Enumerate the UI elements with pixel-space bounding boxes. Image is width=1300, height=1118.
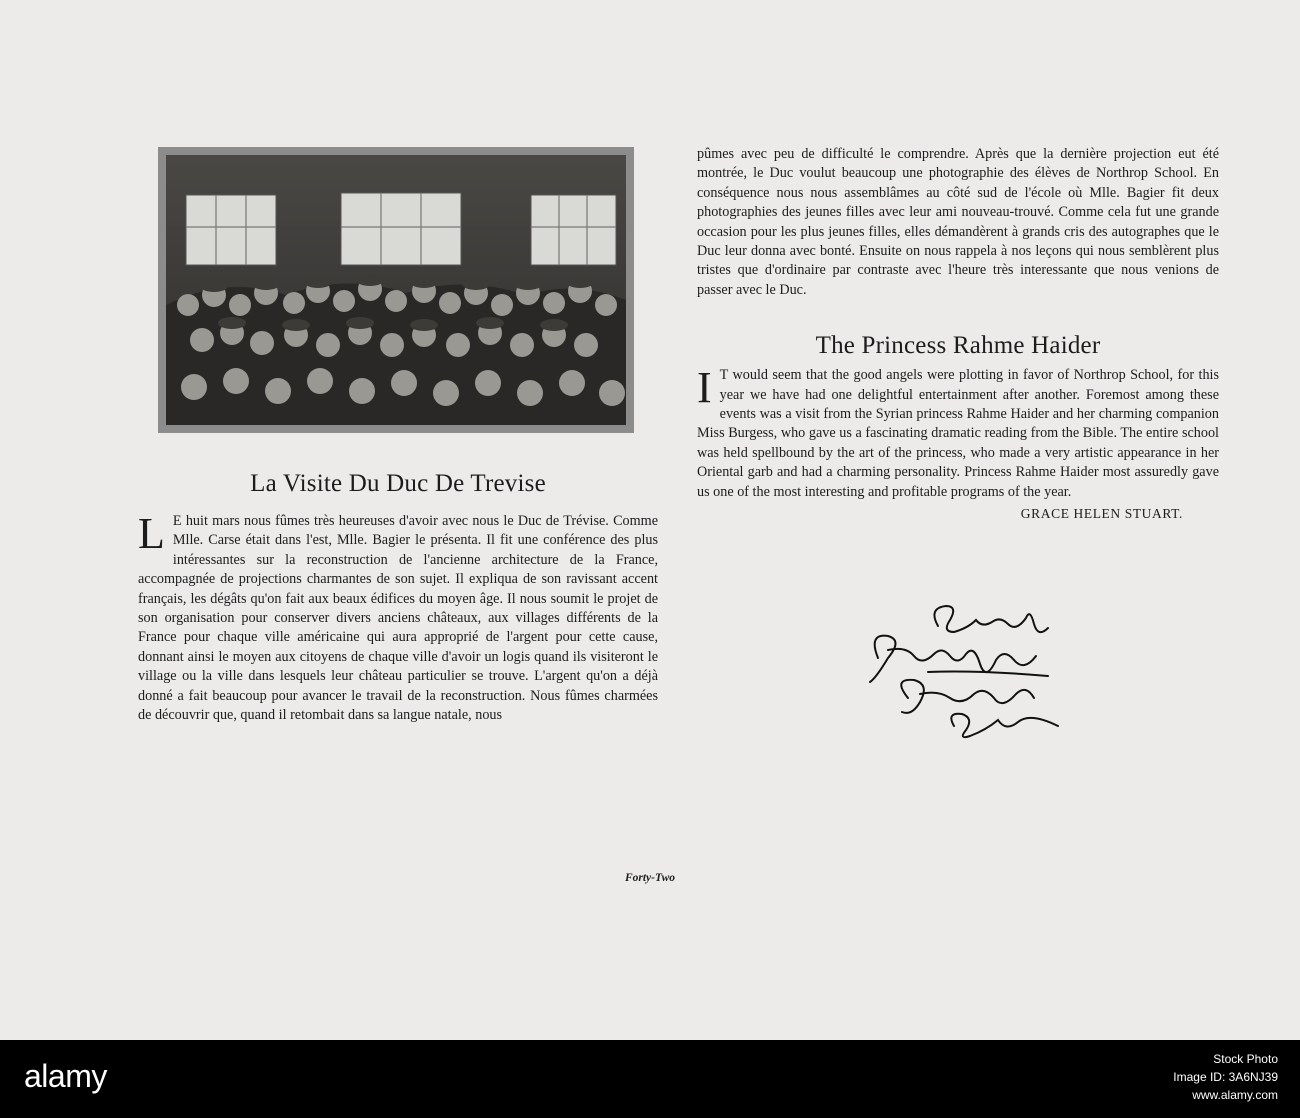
- article-title-duc: La Visite Du Duc De Trevise: [250, 470, 546, 497]
- image-info: [1173, 1050, 1278, 1104]
- page-number: Forty-Two: [624, 872, 676, 884]
- site-url: www.alamy.com: [1192, 1088, 1278, 1102]
- article-body-princess: [697, 363, 1219, 502]
- signature-image: [858, 598, 1068, 748]
- watermark-footer: [0, 1040, 1300, 1118]
- stock-photo-label: Stock Photo: [1213, 1052, 1278, 1066]
- article-text-duc: E huit mars nous fûmes très heureuses d'avoir avec nous le Duc de Trévise. Comme Mlle. Carse était dans l'est, Mlle. Bagier le présenta. Il fit une conférence des plus intéressantes sur la reconstruction de l'ancienne architecture de la France, accompagnée de projections charmantes de son sujet. Il expliqua de son ravissant accent français, les dégâts qu'on fait aux beaux édifices du moyen âge. Il nous soumit le projet de son organisation pour conserver divers anciens châteaux, aux villages différents de la France pour chaque ville américaine qui aura approprié de l'argent pour cette cause, donnant ainsi le moyen aux citoyens de chaque ville d'avoir un logis quand ils visiteront le village ou la ville dans lesquels leur château particulier se trouve. L'argent qu'on a déjà donné a fait beaucoup pour avancer le travail de la reconstruction. Nous fûmes charmées de découvrir que, quand il retombait dans sa langue natale, nous: [138, 513, 658, 724]
- article-author: GRACE HELEN STUART.: [1020, 506, 1183, 522]
- article-text-princess: T would seem that the good angels were plotting in favor of Northrop School, for this year we have had one delightful entertainment after another. Foremost among these events was a visit from the Syrian princess Rahme Haider and her charming companion Miss Burgess, who gave us a fascinating dramatic reading from the Bible. The entire school was held spellbound by the art of the princess, who made a very artistic appearance in her Oriental garb and had a charming personality. Princess Rahme Haider most assuredly gave us one of the most interesting and profitable programs of the year.: [697, 367, 1219, 500]
- article-body-duc: [138, 509, 658, 725]
- article-continuation-duc: pûmes avec peu de difficulté le comprendre. Après que la dernière projection eut été montrée, le Duc voulut beaucoup une photographie des élèves de Northrop School. En conséquence nous nous assemblâmes au côté sud de l'école où Mlle. Bagier fit deux photographies des jeunes filles avec leur ami nouveau-trouvé. Comme cela fut une grande occasion pour les plus jeunes filles, elles démandèrent à grands cris des autographes que le Duc leur donna avec bonté. Ensuite on nous rappela à nos leçons qui nous semblèrent plus tristes que d'ordinaire par contraste avec l'heure très interessante que nous venions de passer avec le Duc.: [697, 146, 1219, 298]
- group-photo-icon: [166, 155, 626, 425]
- left-column: [138, 470, 658, 725]
- dropcap-i: I: [697, 363, 712, 413]
- right-column: [697, 145, 1219, 522]
- group-photo: [158, 147, 634, 433]
- dropcap-l: L: [138, 509, 165, 558]
- image-id: Image ID: 3A6NJ39: [1173, 1070, 1278, 1084]
- alamy-logo: alamy: [24, 1058, 107, 1094]
- article-title-princess: The Princess Rahme Haider: [815, 332, 1101, 360]
